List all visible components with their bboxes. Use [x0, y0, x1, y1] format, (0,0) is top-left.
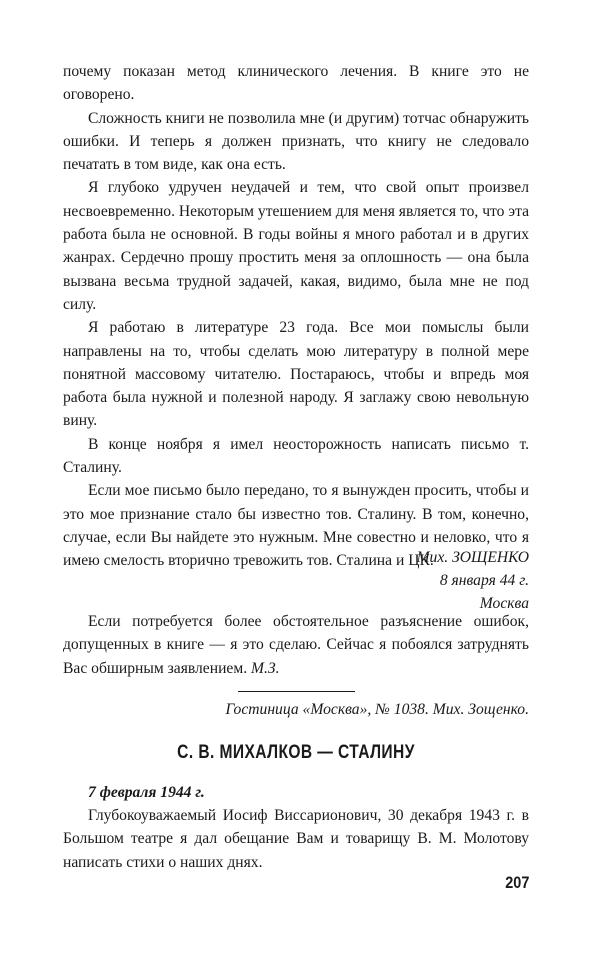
signature-place: Москва [479, 595, 529, 612]
paragraph: В конце ноября я имел неосторожность написать письмо т. Сталину. [63, 435, 529, 477]
page-number: 207 [504, 873, 529, 892]
footnote-rule [238, 691, 355, 692]
postscript-initials: М.З. [251, 659, 280, 677]
next-letter-body [63, 804, 529, 874]
paragraph: Я работаю в литературе 23 года. Все мои помыслы были направлены на то, чтобы сделать мою литературу в полной мере понятной массовому читателю. Постараюсь, чтобы и впредь моя работа была нужной и полезной народу. Я заглажу свою невольную вину. [63, 319, 529, 430]
footnote: Гостиница «Москва», № 1038. Мих. Зощенко. [225, 701, 529, 718]
letter-date: 7 февраля 1944 г. [88, 784, 205, 801]
postscript-text: Если потребуется более обстоятельное разъяснение ошибок, допущенных в книге — я это сделаю. Сейчас я побоялся затруднять Вас обширным заявлением. [63, 613, 529, 677]
paragraph: Сложность книги не позволила мне (и другим) тотчас обнаружить ошибки. И теперь я должен признать, что книгу не следовало печатать в том виде, как она есть. [63, 109, 529, 174]
signature-name: Мих. ЗОЩЕНКО [416, 549, 529, 566]
signature-date: 8 января 44 г. [439, 572, 529, 589]
letter-body [63, 60, 529, 573]
section-heading: С. В. МИХАЛКОВ — СТАЛИНУ [177, 742, 415, 763]
paragraph: Я глубоко удручен неудачей и тем, что свой опыт произвел несвоевременно. Некоторым утешением для меня является то, что эта работа была не основной. В годы войны я много работал и в других жанрах. Сердечно прошу простить меня за оплошность — она была вызвана весьма трудной задачей, какая, видимо, была мне не под силу. [63, 179, 529, 313]
postscript-block [63, 610, 529, 680]
postscript [63, 610, 529, 680]
paragraph: Если мое письмо было передано, то я вынужден просить, чтобы и это мое признание стало бы известно тов. Сталину. В том, конечно, случае, если Вы найдете это нужным. Мне совестно и неловко, что я имею смелость вторично тревожить тов. Сталина и ЦК. [63, 482, 529, 570]
paragraph: почему показан метод клинического лечения. В книге это не оговорено. [63, 63, 529, 104]
paragraph: Глубокоуважаемый Иосиф Виссарионович, 30 декабря 1943 г. в Большом театре я дал обещание Вам и товарищу В. М. Молотову написать стихи о наших днях. [63, 807, 529, 871]
